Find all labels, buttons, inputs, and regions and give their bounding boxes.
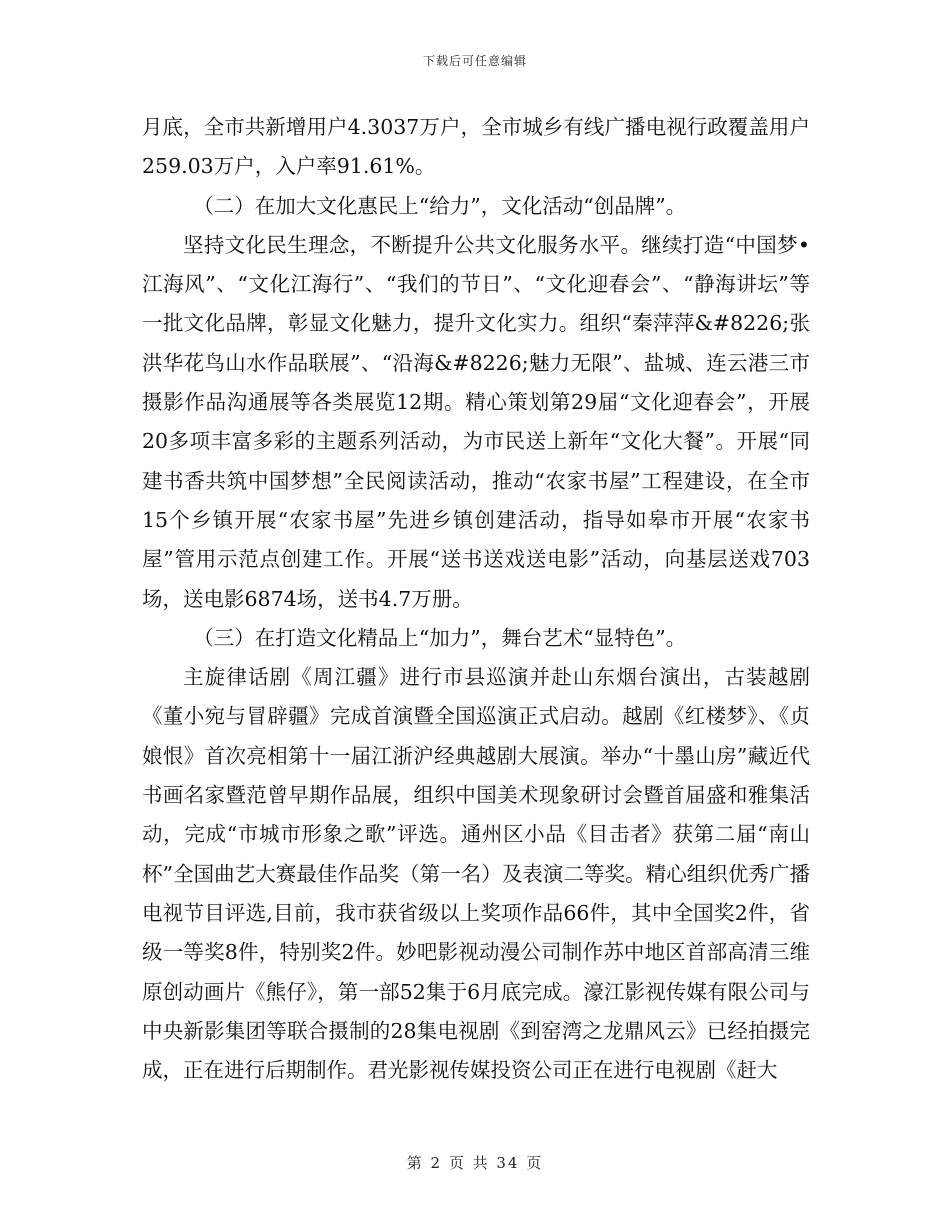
page-header: 下载后可任意编辑 bbox=[422, 54, 527, 68]
section-heading-2: （二）在加大文化惠民上“给力”，文化活动“创品牌”。 bbox=[193, 193, 687, 218]
paragraph-stage-art: 主旋律话剧《周江疆》进行市县巡演并赴山东烟台演出，古装越剧《董小宛与冒辟疆》完成首演暨全国巡演正式启动。越剧《红楼梦》、《贞娘恨》首次亮相第十一届江浙沪经典越剧大展演。举办“十墨山房”藏近代书画名家暨范曾早期作品展，组织中国美术现象研讨会暨首届盛和雅集活动，完成“市城市形象之歌”评选。通州区小品《目击者》获第二届“南山杯”全国曲艺大赛最佳作品奖（第一名）及表演二等奖。精心组织优秀广播电视节目评选,目前，我市获省级以上奖项作品66件，其中全国奖2件，省级一等奖8件，特别奖2件。妙吧影视动漫公司制作苏中地区首部高清三维原创动画片《熊仔》，第一部52集于6月底完成。濠江影视传媒有限公司与中央新影集团等联合摄制的28集电视剧《到窑湾之龙鼎风云》已经拍摄完成，正在进行后期制作。君光影视传媒投资公司正在进行电视剧《赶大 bbox=[142, 665, 810, 1083]
section-heading-3: （三）在打造文化精品上“加力”，舞台艺术“显特色”。 bbox=[193, 625, 687, 650]
document-body bbox=[142, 108, 810, 1090]
paragraph-cultural-activities: 坚持文化民生理念，不断提升公共文化服务水平。继续打造“中国梦•江海风”、“文化江海行”、“我们的节日”、“文化迎春会”、“静海讲坛”等一批文化品牌，彰显文化魅力，提升文化实力。组织“秦萍萍&#8226;张洪华花鸟山水作品联展”、“沿海&#8226;魅力无限”、盐城、连云港三市摄影作品沟通展等各类展览12期。精心策划第29届“文化迎春会”，开展20多项丰富多彩的主题系列活动，为市民送上新年“文化大餐”。开展“同建书香共筑中国梦想”全民阅读活动，推动“农家书屋”工程建设，在全市15个乡镇开展“农家书屋”先进乡镇创建活动，指导如皋市开展“农家书屋”管用示范点创建工作。开展“送书送戏送电影”活动，向基层送戏703场，送电影6874场，送书4.7万册。 bbox=[142, 232, 810, 611]
page-number: 第 2 页 共 34 页 bbox=[406, 1154, 544, 1172]
paragraph-continuation: 月底，全市共新增用户4.3037万户，全市城乡有线广播电视行政覆盖用户259.03万户，入户率91.61%。 bbox=[142, 115, 810, 179]
